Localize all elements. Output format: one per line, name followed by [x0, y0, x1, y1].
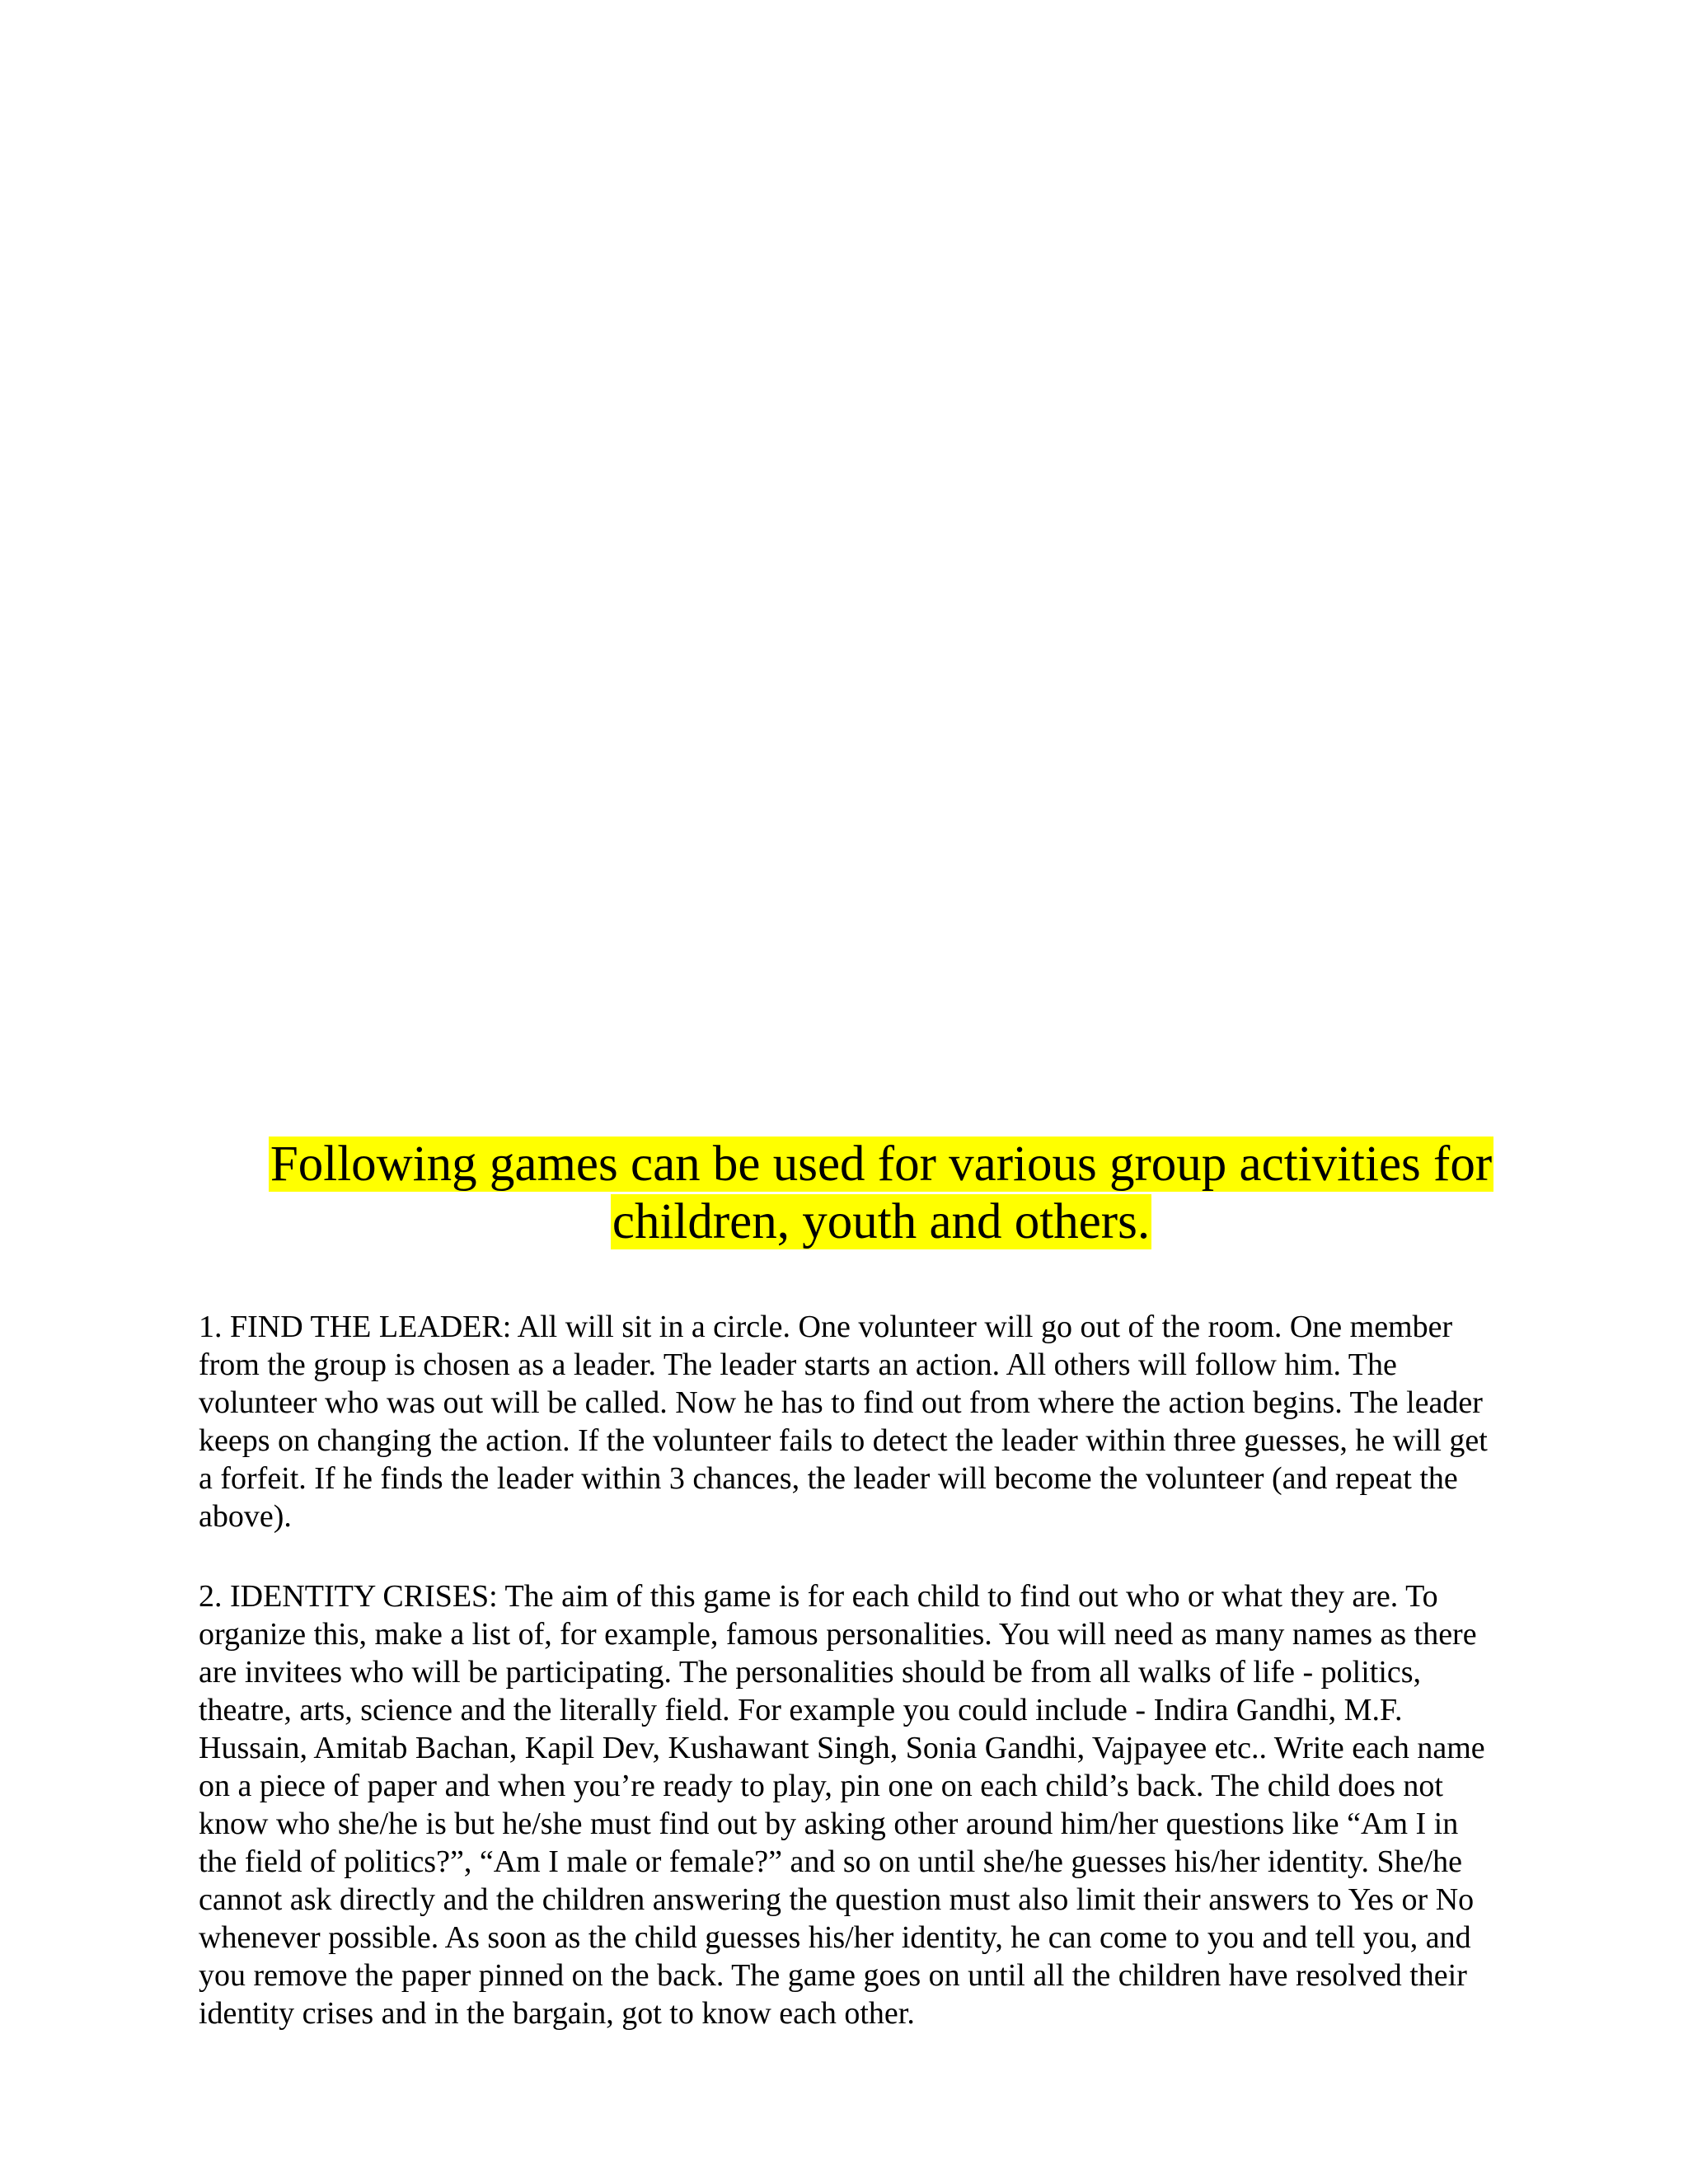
paragraph-line: a forfeit. If he finds the leader within 3 chances, the leader will become the volunteer (and repeat the: [199, 1461, 1458, 1496]
paragraph-find-the-leader: [199, 1308, 1583, 1535]
paragraph-line: you remove the paper pinned on the back. The game goes on until all the children have resolved their: [199, 1958, 1467, 1993]
paragraph-line: identity crises and in the bargain, got to know each other.: [199, 1996, 915, 2031]
paragraph-line: 2. IDENTITY CRISES: The aim of this game is for each child to find out who or what they are. To: [199, 1579, 1438, 1614]
paragraph-identity-crises: [199, 1577, 1583, 2032]
paragraph-line: cannot ask directly and the children answering the question must also limit their answers to Yes or No: [199, 1882, 1475, 1917]
paragraph-line: the field of politics?”, “Am I male or female?” and so on until she/he guesses his/her identity. She/he: [199, 1844, 1462, 1879]
paragraph-line: 1. FIND THE LEADER: All will sit in a circle. One volunteer will go out of the room. One member: [199, 1310, 1453, 1344]
paragraph-line: theatre, arts, science and the literally field. For example you could include - Indira Gandhi, M.F.: [199, 1693, 1403, 1727]
paragraph-line: on a piece of paper and when you’re ready to play, pin one on each child’s back. The child does not: [199, 1769, 1443, 1803]
title-line: children, youth and others.: [612, 1194, 1151, 1249]
page-title: [198, 1136, 1564, 1251]
paragraph-line: are invitees who will be participating. The personalities should be from all walks of life - politics,: [199, 1655, 1422, 1690]
paragraph-line: organize this, make a list of, for example, famous personalities. You will need as many names as there: [199, 1617, 1477, 1652]
paragraph-line: from the group is chosen as a leader. The leader starts an action. All others will follow him. The: [199, 1347, 1397, 1382]
paragraph-line: above).: [199, 1499, 292, 1534]
title-line: Following games can be used for various group activities for: [270, 1137, 1493, 1192]
paragraph-line: keeps on changing the action. If the volunteer fails to detect the leader within three guesses, he will get: [199, 1423, 1488, 1458]
paragraph-line: Hussain, Amitab Bachan, Kapil Dev, Kushawant Singh, Sonia Gandhi, Vajpayee etc.. Write each name: [199, 1731, 1485, 1765]
paragraph-line: know who she/he is but he/she must find out by asking other around him/her questions like “Am I in: [199, 1807, 1459, 1841]
paragraph-line: volunteer who was out will be called. Now he has to find out from where the action begins. The leader: [199, 1385, 1483, 1420]
paragraph-line: whenever possible. As soon as the child guesses his/her identity, he can come to you and tell you, and: [199, 1920, 1471, 1955]
